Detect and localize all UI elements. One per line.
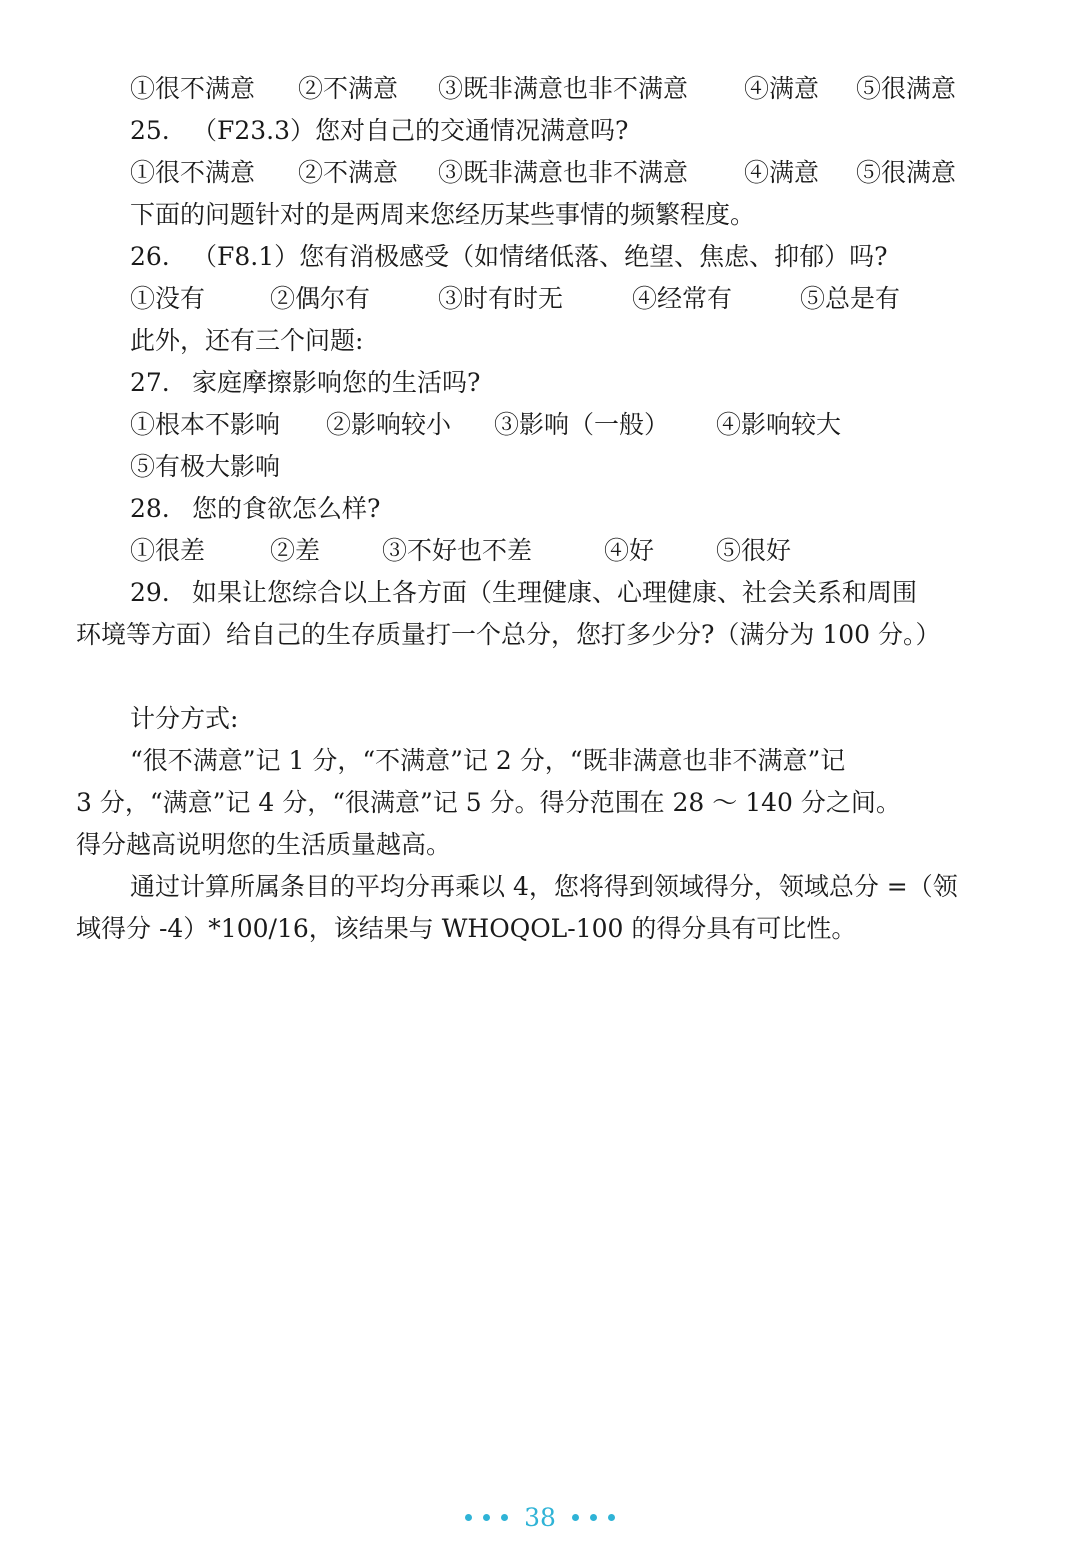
scoring-paragraph-2-line-2: 域得分 -4）*100/16，该结果与 WHOQOL-100 的得分具有可比性。 (76, 914, 857, 943)
question-text: （F8.1）您有消极感受（如情绪低落、绝望、焦虑、抑郁）吗? (192, 242, 888, 271)
page-footer (0, 1500, 1080, 1534)
option-3: ③不好也不差 (382, 536, 533, 565)
question-number: 28. (130, 494, 170, 523)
option-3: ③影响（一般） (494, 410, 670, 439)
question-28 (130, 492, 1080, 526)
footer-dots-right (572, 1514, 615, 1521)
scoring-paragraph-2-line-1: 通过计算所属条目的平均分再乘以 4，您将得到领域得分，领域总分 =（领 (130, 872, 958, 901)
section-intro: 下面的问题针对的是两周来您经历某些事情的频繁程度。 (130, 200, 756, 229)
option-2: ②不满意 (298, 158, 399, 187)
footer-dots-left (465, 1514, 508, 1521)
dot-icon (465, 1514, 472, 1521)
option-1: ①很不满意 (130, 158, 256, 187)
option-5: ⑤总是有 (800, 284, 901, 313)
option-2: ②差 (270, 536, 321, 565)
option-5: ⑤有极大影响 (130, 452, 281, 481)
option-4: ④满意 (744, 74, 820, 103)
option-4: ④满意 (744, 158, 820, 187)
option-2: ②影响较小 (326, 410, 452, 439)
option-1: ①很不满意 (130, 74, 256, 103)
question-number: 26. (130, 242, 170, 271)
question-26 (130, 240, 1080, 274)
option-2: ②不满意 (298, 74, 399, 103)
question-number: 27. (130, 368, 170, 397)
option-1: ①根本不影响 (130, 410, 281, 439)
option-4: ④经常有 (632, 284, 733, 313)
dot-icon (608, 1514, 615, 1521)
option-5: ⑤很满意 (856, 74, 957, 103)
option-4: ④好 (604, 536, 655, 565)
dot-icon (483, 1514, 490, 1521)
page-number: 38 (524, 1502, 556, 1532)
option-2: ②偶尔有 (270, 284, 371, 313)
scoring-heading: 计分方式: (130, 704, 239, 733)
question-number: 25. (130, 116, 170, 145)
question-text: 家庭摩擦影响您的生活吗? (192, 368, 481, 397)
scoring-paragraph-1-line-1: “很不满意”记 1 分，“不满意”记 2 分，“既非满意也非不满意”记 (130, 746, 846, 775)
question-25 (130, 114, 1080, 148)
option-1: ①没有 (130, 284, 206, 313)
extra-intro: 此外，还有三个问题: (130, 326, 364, 355)
question-text: （F23.3）您对自己的交通情况满意吗? (192, 116, 629, 145)
question-27 (130, 366, 1080, 400)
option-3: ③时有时无 (438, 284, 564, 313)
question-text: 您的食欲怎么样? (192, 494, 381, 523)
question-29-line-2: 环境等方面）给自己的生存质量打一个总分，您打多少分?（满分为 100 分。） (76, 620, 941, 649)
option-5: ⑤很好 (716, 536, 792, 565)
question-29 (130, 576, 1080, 610)
scoring-paragraph-1-line-3: 得分越高说明您的生活质量越高。 (76, 830, 452, 859)
question-text-line-1: 如果让您综合以上各方面（生理健康、心理健康、社会关系和周围 (192, 578, 918, 607)
option-4: ④影响较大 (716, 410, 842, 439)
option-1: ①很差 (130, 536, 206, 565)
dot-icon (501, 1514, 508, 1521)
dot-icon (590, 1514, 597, 1521)
question-number: 29. (130, 578, 170, 607)
dot-icon (572, 1514, 579, 1521)
scoring-paragraph-1-line-2: 3 分，“满意”记 4 分，“很满意”记 5 分。得分范围在 28 ～ 140 分之间。 (76, 788, 901, 817)
option-3: ③既非满意也非不满意 (438, 158, 689, 187)
option-5: ⑤很满意 (856, 158, 957, 187)
option-3: ③既非满意也非不满意 (438, 74, 689, 103)
